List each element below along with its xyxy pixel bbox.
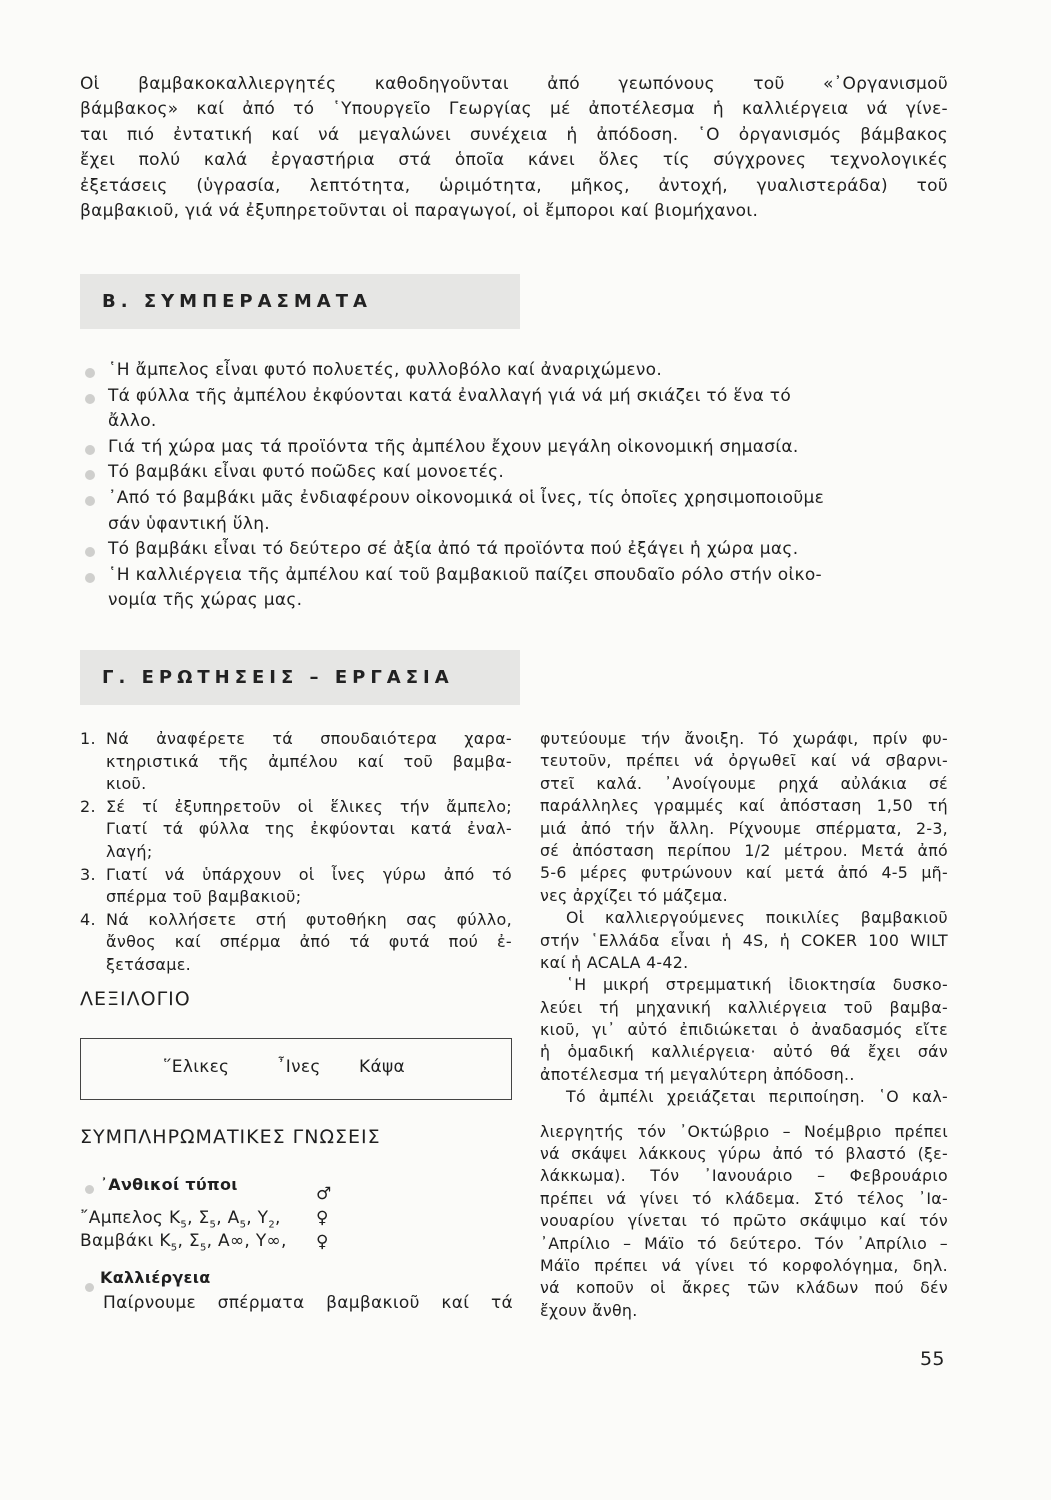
lexicon-word: ῏Ινες	[277, 1057, 321, 1077]
text-line: ᾿Απρίλιο – Μάϊο τό δεύτερο. Τόν ᾿Απρίλιο –	[540, 1233, 948, 1253]
complementary-title: ΣΥΜΠΛΗΡΩΜΑΤΙΚΕΣ ΓΝΩΣΕΙΣ	[80, 1126, 381, 1148]
text-line: Οἱ καλλιεργούμενες ποικιλίες βαμβακιοῦ	[566, 908, 948, 928]
text-line: μιά ἀπό τήν ἄλλη. Ρίχνουμε σπέρματα, 2-3,	[540, 818, 948, 838]
cultivation-title: Καλλιέργεια	[100, 1268, 211, 1287]
lexicon-box	[80, 1038, 512, 1100]
bullet-dot-icon	[85, 496, 95, 506]
bullet-dot-icon	[85, 547, 95, 557]
text-line: στεῖ καλά. ᾿Ανοίγουμε ρηχά αὐλάκια σέ	[540, 773, 948, 793]
question-item: 1. Νά ἀναφέρετε τά σπουδαιότερα χαρα- κτηριστικά τῆς ἀμπέλου καί τοῦ βαμβα- κιοῦ.	[80, 729, 512, 794]
question-item: 3. Γιατί νά ὑπάρχουν οἱ ἶνες γύρω ἀπό τό σπέρμα τοῦ βαμβακιοῦ;	[80, 864, 512, 907]
list-item: ᾿Από τό βαμβάκι μᾶς ἐνδιαφέρουν οἰκονομικά οἱ ἶνες, τίς ὁποῖες χρησιμοποιοῦμε σάν ὑφαντική ὕλη.	[80, 486, 948, 537]
text-line: στήν ῾Ελλάδα εἶναι ἡ 4S, ἡ COKER 100 WILT	[540, 930, 948, 950]
bullet-dot-icon	[85, 573, 95, 583]
right-column-text	[540, 728, 948, 1322]
intro-line: ται πιό ἐντατική καί νά μεγαλώνει συνέχεια ἡ ἀπόδοση. ῾Ο ὀργανισμός βάμβακος	[80, 124, 948, 145]
female-symbol-icon: ♀	[316, 1208, 329, 1228]
page-number: 55	[920, 1348, 945, 1370]
text-line: λιεργητής τόν ᾿Οκτώβριο – Νοέμβριο πρέπει	[540, 1121, 948, 1141]
intro-line: Οἱ βαμβακοκαλλιεργητές καθοδηγοῦνται ἀπό γεωπόνους τοῦ «᾿Οργανισμοῦ	[80, 74, 948, 94]
flower-types-title: ᾿Ανθικοί τύποι	[100, 1175, 238, 1194]
female-symbol-icon: ♀	[316, 1232, 329, 1252]
text-line: λεύει τή μηχανική καλλιέργεια τοῦ βαμβα-	[540, 997, 948, 1017]
list-item: ῾Η καλλιέργεια τῆς ἀμπέλου καί τοῦ βαμβακιοῦ παίζει σπουδαῖο ρόλο στήν οἰκο- νομία τῆς χώρας μας.	[80, 563, 948, 614]
text-line: καί ἡ ACALA 4-42.	[540, 952, 689, 972]
intro-line: βάμβακος» καί ἀπό τό ῾Υπουργεῖο Γεωργίας μέ ἀποτέλεσμα ἡ καλλιέργεια νά γίνε-	[80, 99, 948, 120]
text-line: φυτεύουμε τήν ἄνοιξη. Τό χωράφι, πρίν φυ-	[540, 729, 948, 748]
male-symbol-icon: ♂	[316, 1184, 332, 1204]
text-line: κιοῦ, γι᾿ αὐτό ἐπιδιώκεται ὁ ἀναδασμός εἴτε	[540, 1020, 948, 1040]
list-item: Τό βαμβάκι εἶναι τό δεύτερο σέ ἀξία ἀπό τά προϊόντα πού ἐξάγει ἡ χώρα μας.	[80, 537, 948, 563]
section-g-heading: Γ. ΕΡΩΤΗΣΕΙΣ – ΕΡΓΑΣΙΑ	[80, 650, 520, 705]
list-item: Τά φύλλα τῆς ἀμπέλου ἐκφύονται κατά ἐναλλαγή γιά νά μή σκιάζει τό ἕνα τό ἄλλο.	[80, 384, 948, 435]
text-line: νά κοποῦν οἱ ἄκρες τῶν κλάδων πού δέν	[540, 1278, 948, 1298]
question-number: 1.	[80, 729, 96, 748]
list-item: Γιά τή χώρα μας τά προϊόντα τῆς ἀμπέλου ἔχουν μεγάλη οἰκονομική σημασία.	[80, 435, 948, 461]
text-line: νουαρίου γίνεται τό πρῶτο σκάψιμο καί τόν	[540, 1211, 948, 1231]
text-line: λάκκωμα). Τόν ᾿Ιανουάριο – Φεβρουάριο	[540, 1166, 948, 1186]
question-item: 2. Σέ τί ἐξυπηρετοῦν οἱ ἕλικες τήν ἄμπελο; Γιατί τά φύλλα της ἐκφύονται κατά ἐναλ- λαγή;	[80, 796, 512, 861]
text-line: σέ ἀπόσταση περίπου 1/2 μέτρου. Μετά ἀπό	[540, 840, 948, 860]
intro-line: ἔχει πολύ καλά ἐργαστήρια στά ὁποῖα κάνει ὅλες τίς σύγχρονες τεχνολογικές	[80, 150, 948, 171]
lexicon-word: Κάψα	[359, 1057, 405, 1077]
question-number: 2.	[80, 796, 96, 816]
bullet-dot-icon	[85, 394, 95, 404]
bullet-dot-icon	[85, 1283, 94, 1292]
text-line: Μάϊο πρέπει νά γίνει τό κορφολόγημα, δηλ.	[540, 1255, 948, 1275]
text-line: Τό ἀμπέλι χρειάζεται περιποίηση. ῾Ο καλ-	[566, 1087, 948, 1107]
text-line: νά σκάψει λάκκους γύρω ἀπό τό βλαστό (ξε-	[540, 1144, 948, 1164]
question-item: 4. Νά κολλήσετε στή φυτοθήκη σας φύλλο, ἄνθος καί σπέρμα ἀπό τά φυτά πού ἐ- ξετάσαμε.	[80, 909, 512, 974]
intro-line: βαμβακιοῦ, γιά νά ἐξυπηρετοῦνται οἱ παραγωγοί, οἱ ἔμποροι καί βιομήχανοι.	[80, 200, 759, 221]
question-number: 4.	[80, 909, 96, 929]
bullet-dot-icon	[85, 445, 95, 455]
text-line: νες ἀρχίζει τό μάζεμα.	[540, 885, 728, 905]
section-b-heading: Β. ΣΥΜΠΕΡΑΣΜΑΤΑ	[80, 274, 520, 329]
lexicon-word: ῞Ελικες	[163, 1057, 230, 1077]
text-line: τευτοῦν, πρέπει νά ὀργωθεῖ καί νά σβαρνι-	[540, 751, 948, 771]
question-number: 3.	[80, 864, 96, 884]
text-line: παράλληλες γραμμές καί ἀπόσταση 1,50 τή	[540, 796, 948, 816]
text-line: πρέπει νά γίνει τό κλάδεμα. Στό τέλος ᾿Ια-	[540, 1188, 948, 1208]
bullet-dot-icon	[85, 470, 95, 480]
bullet-dot-icon	[85, 368, 95, 378]
formula-vine: ῎Αμπελος $K_5$, $\Sigma_5$, $A_5$, $Y_2$,	[80, 1208, 281, 1231]
intro-line: ἐξετάσεις (ὑγρασία, λεπτότητα, ὡριμότητα, μῆκος, ἀντοχή, γυαλιστεράδα) τοῦ	[80, 175, 948, 196]
text-line: ῾Η μικρή στρεμματική ἰδιοκτησία δυσκο-	[566, 975, 948, 995]
list-item: ῾Η ἄμπελος εἶναι φυτό πολυετές, φυλλοβόλο καί ἀναριχώμενο.	[80, 358, 948, 384]
bullet-dot-icon	[85, 1185, 94, 1194]
text-line: 5-6 μέρες φυτρώνουν καί μετά ἀπό 4-5 μῆ-	[540, 863, 948, 883]
text-line: ἀποτέλεσμα τή μεγαλύτερη ἀπόδοση..	[540, 1064, 855, 1084]
text-line: ἡ ὁμαδική καλλιέργεια· αὐτό θά ἔχει σάν	[540, 1042, 948, 1062]
formula-cotton: Βαμβάκι $K_5$, $\Sigma_5$, A∞, Y∞,	[80, 1231, 287, 1254]
lexicon-title: ΛΕΞΙΛΟΓΙΟ	[80, 988, 191, 1010]
intro-paragraph	[80, 72, 948, 224]
conclusions-list	[80, 358, 948, 614]
list-item: Τό βαμβάκι εἶναι φυτό ποῶδες καί μονοετές.	[80, 460, 948, 486]
questions-list	[80, 728, 512, 977]
text-line: ἔχουν ἄνθη.	[540, 1300, 638, 1320]
cultivation-line: Παίρνουμε σπέρματα βαμβακιοῦ καί τά	[103, 1293, 513, 1313]
